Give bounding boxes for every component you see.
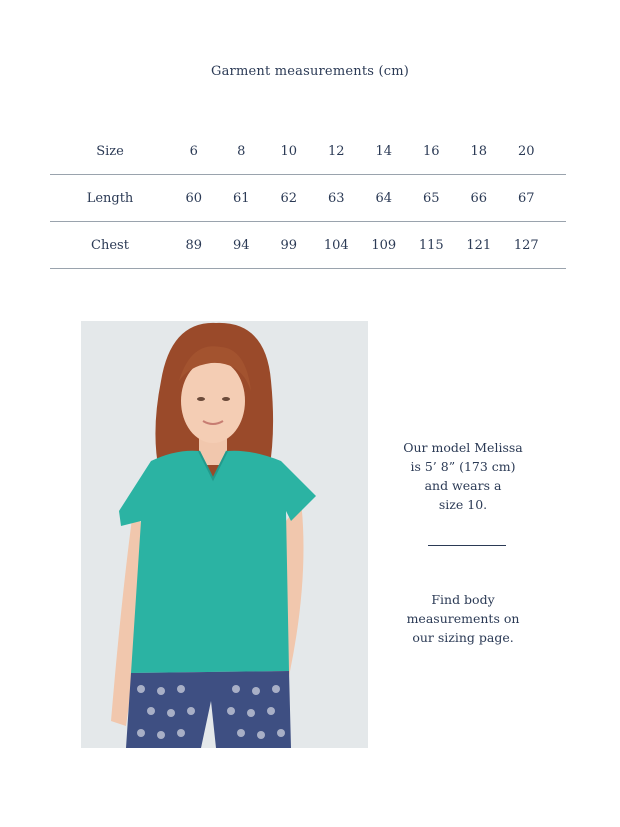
length-cell: 63 bbox=[327, 190, 345, 206]
divider bbox=[428, 545, 506, 546]
chest-cell: 121 bbox=[466, 237, 492, 253]
length-cell: 65 bbox=[422, 190, 440, 206]
size-label: Size bbox=[96, 143, 124, 159]
chest-cell: 99 bbox=[280, 237, 298, 253]
model-info-line: Our model Melissa bbox=[403, 440, 523, 455]
length-cell: 64 bbox=[375, 190, 393, 206]
size-cell: 14 bbox=[375, 143, 393, 159]
length-cell: 67 bbox=[517, 190, 535, 206]
size-cell: 10 bbox=[280, 143, 298, 159]
size-cell: 6 bbox=[189, 143, 198, 159]
model-info-line: and wears a bbox=[424, 478, 502, 493]
table-row-chest bbox=[50, 222, 566, 269]
model-info-line: is 5’ 8” (173 cm) bbox=[410, 459, 516, 474]
table-header-row bbox=[50, 128, 566, 175]
body-measurements-line: measurements on bbox=[406, 611, 520, 626]
length-cell: 66 bbox=[470, 190, 488, 206]
size-cell: 12 bbox=[327, 143, 345, 159]
size-cell: 18 bbox=[470, 143, 488, 159]
model-illustration bbox=[81, 321, 368, 748]
length-cell: 61 bbox=[232, 190, 250, 206]
length-cell: 62 bbox=[280, 190, 298, 206]
body-measurements-line: Find body bbox=[431, 592, 495, 607]
body-measurements-line: our sizing page. bbox=[412, 630, 514, 645]
chest-label: Chest bbox=[91, 237, 129, 253]
table-row-length bbox=[50, 175, 566, 222]
size-cell: 20 bbox=[517, 143, 535, 159]
body-measurements-link[interactable] bbox=[388, 590, 538, 647]
chest-cell: 115 bbox=[418, 237, 444, 253]
model-info-line: size 10. bbox=[438, 497, 488, 512]
model-info bbox=[388, 438, 538, 514]
chest-cell: 127 bbox=[513, 237, 539, 253]
length-cell: 60 bbox=[185, 190, 203, 206]
length-label: Length bbox=[86, 190, 134, 206]
page-title: Garment measurements (cm) bbox=[211, 64, 409, 79]
chest-cell: 109 bbox=[371, 237, 397, 253]
model-photo bbox=[81, 321, 368, 748]
chest-cell: 104 bbox=[323, 237, 349, 253]
chest-cell: 89 bbox=[185, 237, 203, 253]
chest-cell: 94 bbox=[232, 237, 250, 253]
size-cell: 8 bbox=[237, 143, 246, 159]
size-table bbox=[50, 128, 566, 269]
size-cell: 16 bbox=[422, 143, 440, 159]
